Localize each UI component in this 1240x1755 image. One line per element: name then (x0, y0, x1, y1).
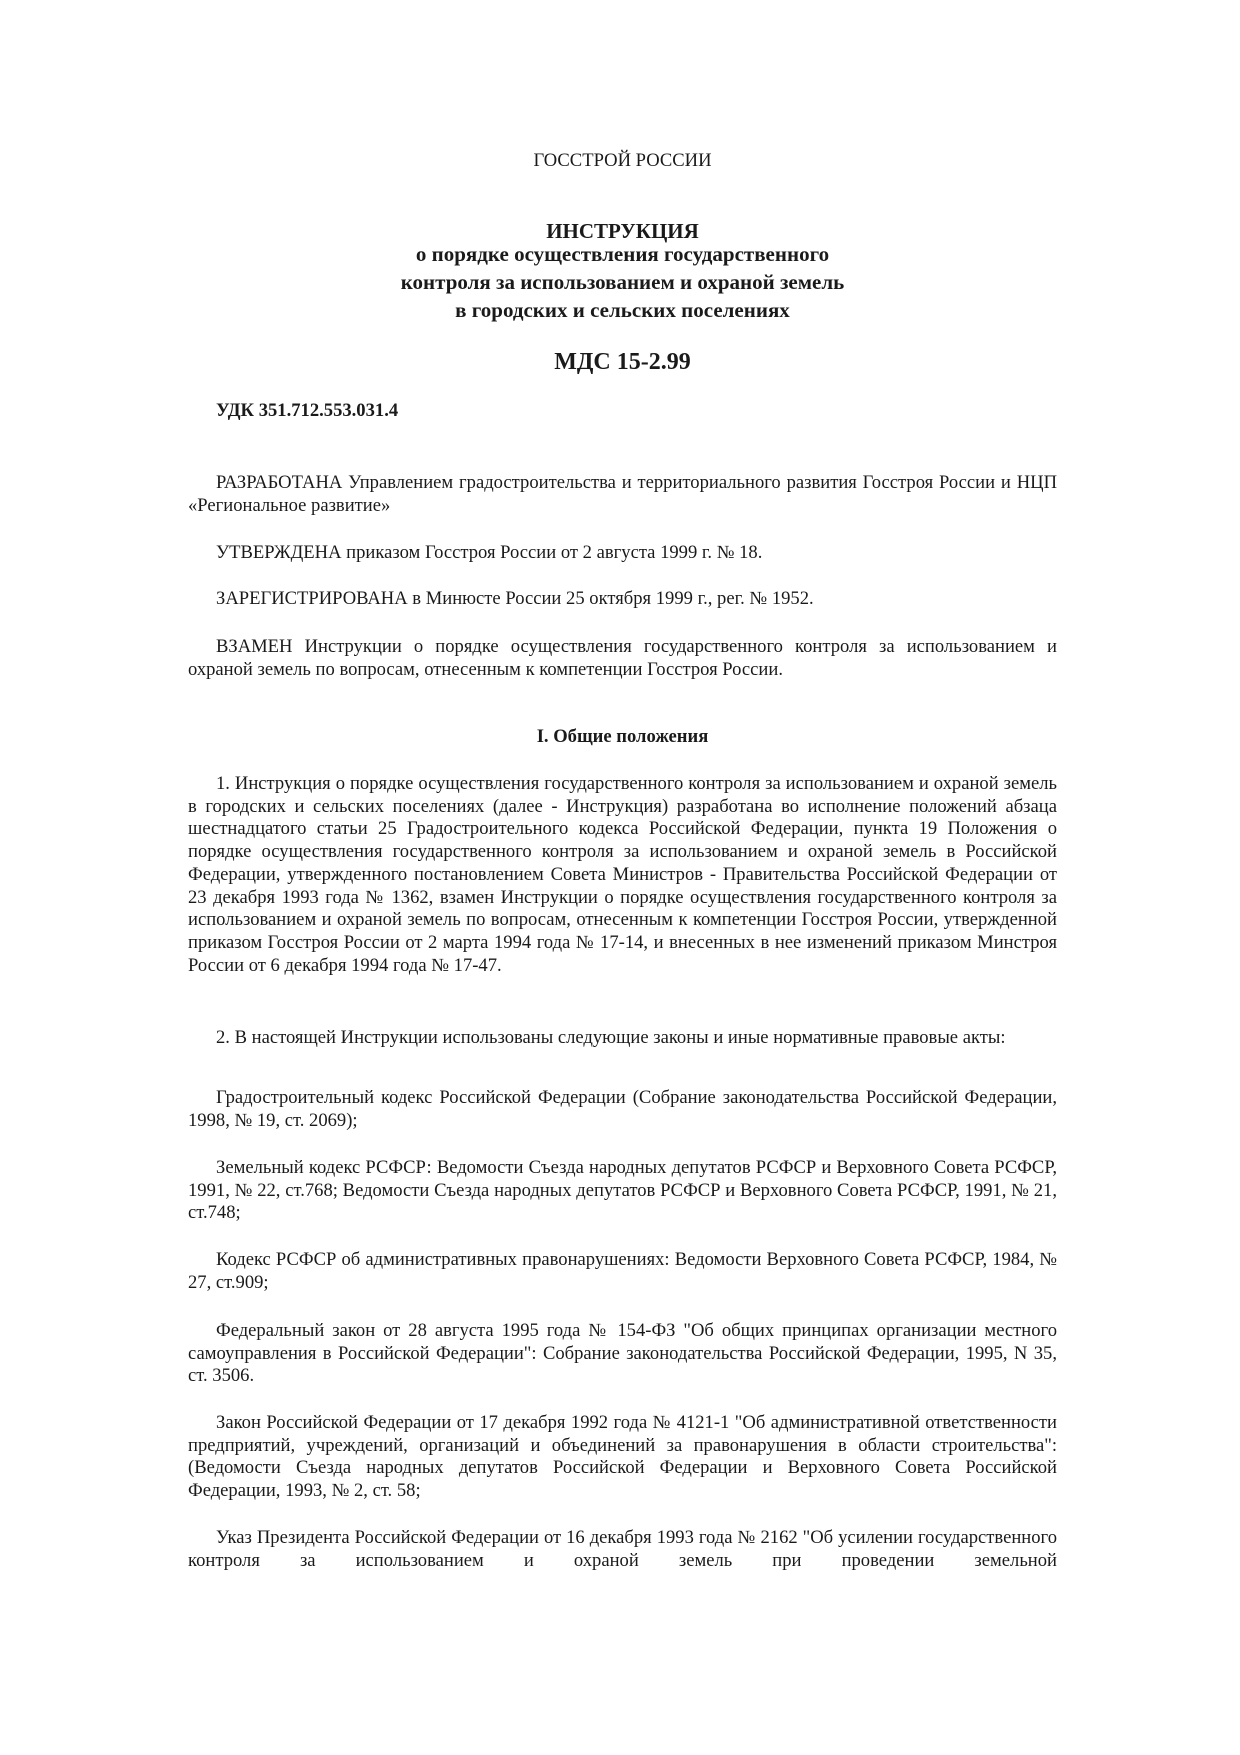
paragraph: 1. Инструкция о порядке осуществления государственного контроля за использованием и охраной земель в городских и сельских поселениях (далее - Инструкция) разработана во исполнение положений абзаца шестнадцатого статьи 25 Градостроительного кодекса Российской Федерации, пункта 19 Положения о порядке осуществления государственного контроля за использованием и охраной земель в Российской Федерации, утвержденного постановлением Совета Министров - Правительства Российской Федерации от 23 декабря 1993 года № 1362, взамен Инструкции о порядке осуществления государственного контроля за использованием и охраной земель по вопросам, отнесенным к компетенции Госстроя России, утвержденной приказом Госстроя России от 2 марта 1994 года № 17-14, и внесенных в нее изменений приказом Минстроя России от 6 декабря 1994 года № 17-47. (188, 773, 1057, 976)
udk: УДК 351.712.553.031.4 (216, 400, 399, 421)
approved-by: УТВЕРЖДЕНА приказом Госстроя России от 2 августа 1999 г. № 18. (216, 542, 763, 563)
title-line-1: о порядке осуществления государственного (415, 242, 830, 266)
section-heading: I. Общие положения (536, 726, 709, 747)
replaces: ВЗАМЕН Инструкции о порядке осуществления государственного контроля за использованием и охраной земель по вопросам, отнесенным к компетенции Госстроя России. (188, 636, 1057, 680)
registered: ЗАРЕГИСТРИРОВАНА в Минюсте России 25 октября 1999 г., рег. № 1952. (216, 588, 814, 609)
paragraph: 2. В настоящей Инструкции использованы следующие законы и иные нормативные правовые акты: (216, 1027, 1006, 1048)
paragraph: Закон Российской Федерации от 17 декабря 1992 года № 4121-1 "Об административной ответственности предприятий, учреждений, организаций и объединений за правонарушения в области строительства": (Ведомости Съезда народных депутатов Российской Федерации и Верховного Совета Российской Федерации, 1993, № 2, ст. 58; (188, 1412, 1057, 1502)
paragraph: Земельный кодекс РСФСР: Ведомости Съезда народных депутатов РСФСР и Верховного Совета РСФСР, 1991, № 22, ст.768; Ведомости Съезда народных депутатов РСФСР и Верховного Совета РСФСР, 1991, № 21, ст.748; (188, 1157, 1057, 1224)
paragraph: Кодекс РСФСР об административных правонарушениях: Ведомости Верховного Совета РСФСР, 1984, № 27, ст.909; (188, 1249, 1057, 1293)
title-line-3: в городских и сельских поселениях (455, 298, 790, 322)
doc-type: ИНСТРУКЦИЯ (546, 219, 699, 243)
document-code: МДС 15-2.99 (554, 349, 691, 375)
paragraph: Указ Президента Российской Федерации от 16 декабря 1993 года № 2162 "Об усилении государственного контроля за использованием и охраной земель при проведении земельной (188, 1527, 1057, 1571)
paragraph: Градостроительный кодекс Российской Федерации (Собрание законодательства Российской Федерации, 1998, № 19, ст. 2069); (188, 1087, 1057, 1131)
paragraph: Федеральный закон от 28 августа 1995 года № 154-ФЗ "Об общих принципах организации местного самоуправления в Российской Федерации": Собрание законодательства Российской Федерации, 1995, N 35, ст. 3506. (188, 1320, 1057, 1387)
developed-by: РАЗРАБОТАНА Управлением градостроительства и территориального развития Госстроя России и НЦП «Региональное развитие» (188, 472, 1057, 516)
title-line-2: контроля за использованием и охраной земель (400, 270, 845, 294)
organization: ГОССТРОЙ РОССИИ (533, 150, 712, 171)
